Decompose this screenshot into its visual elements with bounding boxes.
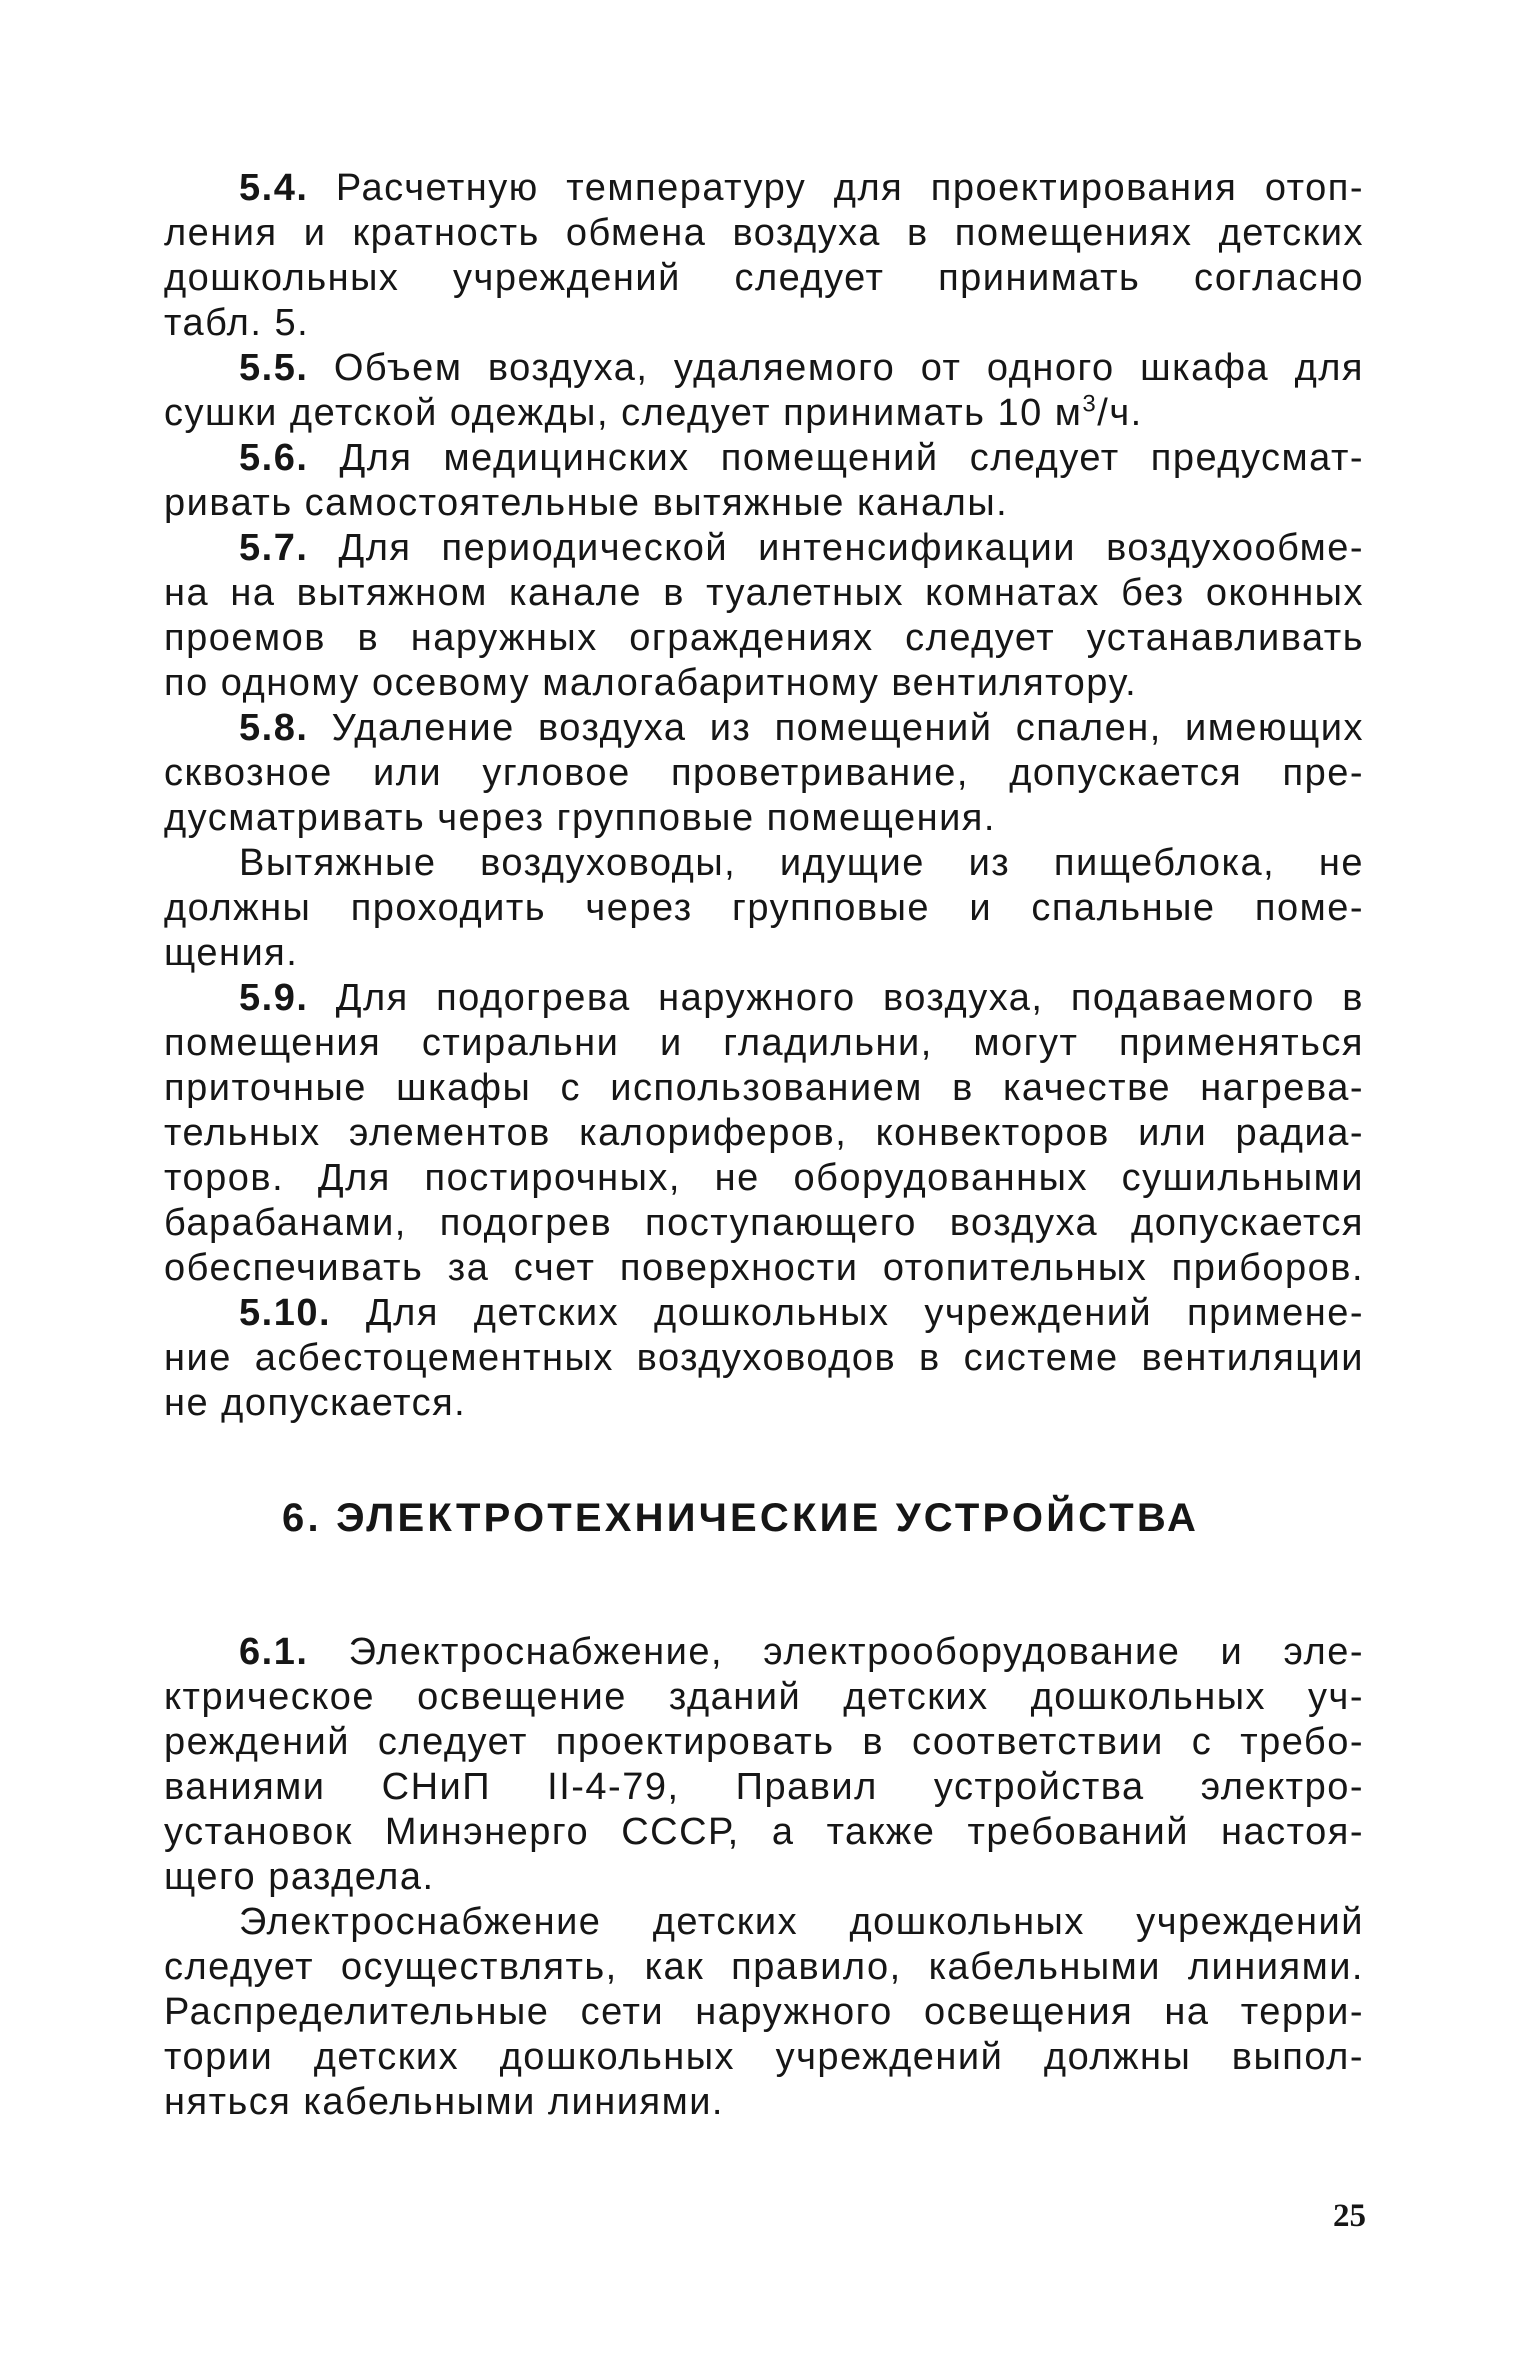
paragraph-6-1b-line-3: Распределительные сети наружного освещения на терри- <box>164 1991 1364 2033</box>
paragraph-6-1-line-4: ваниями СНиП II-4-79, Правил устройства электро- <box>164 1766 1364 1808</box>
section-5-text <box>164 166 1364 1426</box>
section-6-heading: 6. ЭЛЕКТРОТЕХНИЧЕСКИЕ УСТРОЙСТВА <box>282 1496 1200 1540</box>
paragraph-5-8b-line-3: щения. <box>164 932 299 974</box>
paragraph-6-1-line-5: установок Минэнерго СССР, а также требований настоя- <box>164 1811 1364 1853</box>
paragraph-6-1b-line-1: Электроснабжение детских дошкольных учреждений <box>239 1901 1364 1943</box>
paragraph-5-10-line-2: ние асбестоцементных воздуховодов в системе вентиляции <box>164 1337 1364 1379</box>
paragraph-5-8-line-1: 5.8. Удаление воздуха из помещений спален, имеющих <box>239 707 1364 749</box>
paragraph-5-8-line-2: сквозное или угловое проветривание, допускается пре- <box>164 752 1364 794</box>
paragraph-5-8-line-3: дусматривать через групповые помещения. <box>164 797 996 839</box>
paragraph-5-4-line-2: ления и кратность обмена воздуха в помещениях детских <box>164 212 1364 254</box>
paragraph-5-6-line-2: ривать самостоятельные вытяжные каналы. <box>164 482 1009 524</box>
paragraph-6-1-line-1: 6.1. Электроснабжение, электрооборудование и эле- <box>239 1631 1364 1673</box>
paragraph-5-7-line-1: 5.7. Для периодической интенсификации воздухообме- <box>239 527 1364 569</box>
paragraph-6-1-line-2: ктрическое освещение зданий детских дошкольных уч- <box>164 1676 1364 1718</box>
paragraph-6-1b-line-5: няться кабельными линиями. <box>164 2081 724 2123</box>
paragraph-5-8b-line-2: должны проходить через групповые и спальные поме- <box>164 887 1364 929</box>
section-6-text <box>164 1630 1364 2125</box>
superscript-cube: 3 <box>1082 390 1098 418</box>
paragraph-5-5-line-1: 5.5. Объем воздуха, удаляемого от одного шкафа для <box>239 347 1365 389</box>
paragraph-5-9-line-6: барабанами, подогрев поступающего воздуха допускается <box>164 1202 1364 1244</box>
paragraph-5-9-line-5: торов. Для постирочных, не оборудованных сушильными <box>164 1157 1364 1199</box>
paragraph-5-7-line-3: проемов в наружных ограждениях следует устанавливать <box>164 617 1364 659</box>
paragraph-5-4-line-3: дошкольных учреждений следует принимать согласно <box>164 257 1364 299</box>
paragraph-6-1-line-3: реждений следует проектировать в соответствии с требо- <box>164 1721 1364 1763</box>
paragraph-5-5-line-2: сушки детской одежды, следует принимать 10 $м^3/ч$. <box>164 390 1143 434</box>
paragraph-6-1-line-6: щего раздела. <box>164 1856 435 1898</box>
paragraph-6-1b-line-4: тории детских дошкольных учреждений должны выпол- <box>164 2036 1364 2078</box>
paragraph-5-9-line-2: помещения стиральни и гладильни, могут применяться <box>164 1022 1364 1064</box>
paragraph-5-4-line-1: 5.4. Расчетную температуру для проектирования отоп- <box>239 167 1365 209</box>
paragraph-5-9-line-3: приточные шкафы с использованием в качестве нагрева- <box>164 1067 1364 1109</box>
paragraph-6-1b-line-2: следует осуществлять, как правило, кабельными линиями. <box>164 1946 1364 1988</box>
paragraph-5-9-line-4: тельных элементов калориферов, конвекторов или радиа- <box>164 1112 1364 1154</box>
paragraph-5-10-line-3: не допускается. <box>164 1382 467 1424</box>
paragraph-5-4-line-4: табл. 5. <box>164 302 310 344</box>
paragraph-5-10-line-1: 5.10. Для детских дошкольных учреждений примене- <box>239 1292 1364 1334</box>
paragraph-5-9-line-1: 5.9. Для подогрева наружного воздуха, подаваемого в <box>239 977 1364 1019</box>
paragraph-5-8b-line-1: Вытяжные воздуховоды, идущие из пищеблока, не <box>239 842 1364 884</box>
paragraph-5-9-line-7: обеспечивать за счет поверхности отопительных приборов. <box>164 1247 1364 1289</box>
page-number: 25 <box>1333 2198 1366 2234</box>
paragraph-5-7-line-2: на на вытяжном канале в туалетных комнатах без оконных <box>164 572 1364 614</box>
paragraph-5-6-line-1: 5.6. Для медицинских помещений следует предусмат- <box>239 437 1364 479</box>
paragraph-5-7-line-4: по одному осевому малогабаритному вентилятору. <box>164 662 1138 704</box>
